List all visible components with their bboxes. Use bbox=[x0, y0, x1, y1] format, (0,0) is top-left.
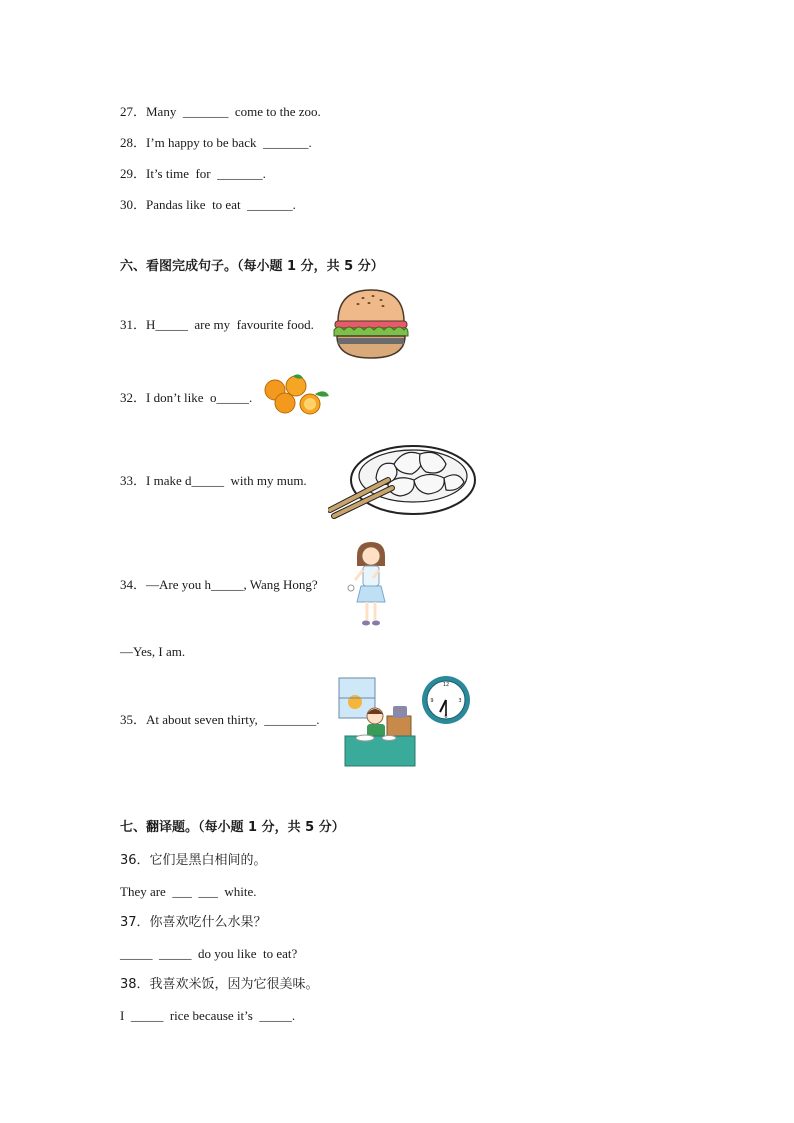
section-7-heading: 七、翻译题。（每小题 1 分，共 5 分） bbox=[120, 820, 345, 835]
section-6-heading: 六、看图完成句子。（每小题 1 分，共 5 分） bbox=[120, 259, 384, 274]
question-36-english: They are ___ ___ white. bbox=[120, 884, 257, 899]
question-31: 31．H_____ are my favourite food. bbox=[120, 317, 314, 332]
svg-text:12: 12 bbox=[442, 682, 450, 688]
question-28: 28．I’m happy to be back _______. bbox=[120, 135, 312, 150]
question-34-answer: —Yes, I am. bbox=[120, 644, 186, 659]
clock-image bbox=[420, 674, 472, 726]
svg-text:3: 3 bbox=[458, 698, 462, 704]
question-27: 27．Many _______ come to the zoo. bbox=[120, 104, 321, 119]
question-36-chinese: 36．它们是黑白相间的。 bbox=[120, 853, 267, 868]
question-30: 30．Pandas like to eat _______. bbox=[120, 197, 296, 212]
hamburger-image bbox=[333, 286, 409, 362]
dumplings-bowl-image bbox=[328, 436, 478, 520]
question-29: 29．It’s time for _______. bbox=[120, 166, 266, 181]
question-35: 35．At about seven thirty, ________. bbox=[120, 712, 320, 727]
boy-breakfast-image bbox=[335, 676, 417, 768]
question-37-english: _____ _____ do you like to eat? bbox=[120, 946, 298, 961]
question-38-english: I _____ rice because it’s _____. bbox=[120, 1008, 296, 1023]
question-38-chinese: 38．我喜欢米饭，因为它很美味。 bbox=[120, 977, 319, 992]
question-37-chinese: 37．你喜欢吃什么水果？ bbox=[120, 915, 267, 930]
svg-text:9: 9 bbox=[430, 698, 434, 704]
question-32: 32．I don’t like o_____. bbox=[120, 390, 253, 405]
happy-girl-image bbox=[343, 540, 393, 630]
question-33: 33．I make d_____ with my mum. bbox=[120, 473, 307, 488]
question-34: 34．—Are you h_____, Wang Hong? bbox=[120, 577, 318, 592]
svg-text:6: 6 bbox=[444, 714, 448, 720]
oranges-image bbox=[263, 374, 333, 416]
